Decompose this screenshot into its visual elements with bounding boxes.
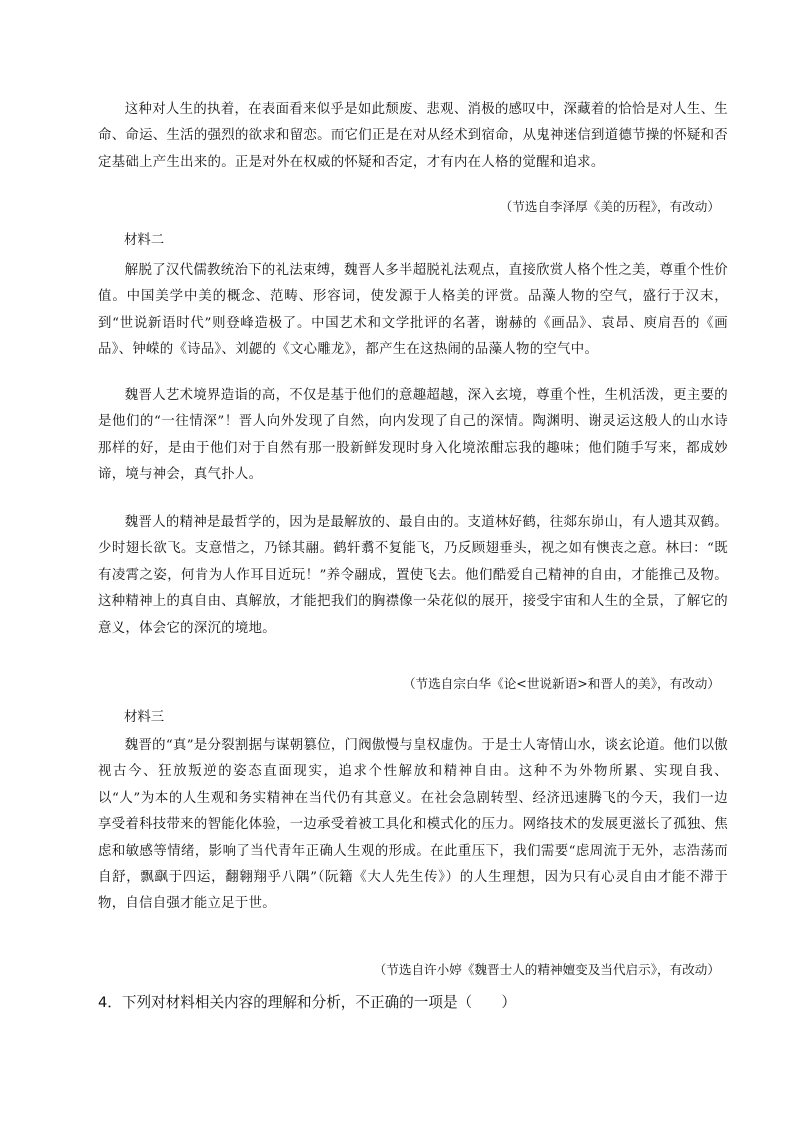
paragraph-5: 魏晋的“真”是分裂割据与谋朝篡位，门阀傲慢与皇权虚伪。于是士人寄情山水，谈玄论道。他们以傲视古今、狂放叛逆的姿态直面现实，追求个性解放和精神自由。这种不为外物所累、实现自我、以“人”为本的人生观和务实精神在当代仍有其意义。在社会急剧转型、经济迅速腾飞的今天，我们一边享受着科技带来的智能化体验，一边承受着被工具化和模式化的压力。网络技术的发展更滋长了孤独、焦虑和敏感等情绪，影响了当代青年正确人生观的形成。在此重压下，我们需要“虑周流于无外，志浩荡而自舒，飘飖于四运，翻翱翔乎八隅”（阮籍《大人先生传》）的人生理想，因为只有心灵自由才能不滞于物，自信自强才能立足于世。 [98, 738, 728, 912]
question-4: 4．下列对材料相关内容的理解和分析，不正确的一项是（ ） [98, 994, 516, 1011]
paragraph-3: 魏晋人艺术境界造诣的高，不仅是基于他们的意趣超越，深入玄境，尊重个性，生机活泼，更主要的是他们的“一往情深”！晋人向外发现了自然，向内发现了自己的深情。陶渊明、谢灵运这般人的山水诗那样的好，是由于他们对于自然有那一股新鲜发现时身入化境浓酣忘我的趣味；他们随手写来，都成妙谛，境与神会，真气扑人。 [98, 388, 728, 483]
paragraph-2: 解脱了汉代儒教统治下的礼法束缚，魏晋人多半超脱礼法观点，直接欣赏人格个性之美，尊重个性价值。中国美学中美的概念、范畴、形容词，使发源于人格美的评赏。品藻人物的空气，盛行于汉末，到“世说新语时代”则登峰造极了。中国艺术和文学批评的名著，谢赫的《画品》、袁昂、庾肩吾的《画品》、钟嵘的《诗品》、刘勰的《文心雕龙》，都产生在这热闹的品藻人物的空气中。 [98, 263, 728, 358]
section-heading-material-3: 材料三 [124, 710, 165, 725]
source-citation-1: （节选自李泽厚《美的历程》，有改动） [499, 199, 720, 214]
paragraph-1: 这种对人生的执着，在表面看来似乎是如此颓废、悲观、消极的感叹中，深藏着的恰恰是对人生、生命、命运、生活的强烈的欲求和留恋。而它们正是在对从经术到宿命，从鬼神迷信到道德节操的怀疑和否定基础上产生出来的。正是对外在权威的怀疑和否定，才有内在人格的觉醒和追求。 [98, 102, 728, 170]
section-heading-material-2: 材料二 [124, 233, 165, 248]
source-citation-3: （节选自许小婷《魏晋士人的精神嬗变及当代启示》，有改动） [373, 962, 720, 977]
source-citation-2: （节选自宗白华《论<世说新语>和晋人的美》，有改动） [402, 676, 720, 691]
paragraph-4: 魏晋人的精神是最哲学的，因为是最解放的、最自由的。支道林好鹤，往郯东峁山，有人遗其双鹤。少时翅长欲飞。支意惜之，乃铩其翮。鹤轩翥不复能飞，乃反顾翅垂头，视之如有懊丧之意。林曰：“既有凌霄之姿，何肯为人作耳目近玩！”养令翮成，置使飞去。他们酷爱自己精神的自由，才能推己及物。这种精神上的真自由、真解放，才能把我们的胸襟像一朵花似的展开，接受宇宙和人生的全景，了解它的意义，体会它的深沉的境地。 [98, 515, 728, 636]
